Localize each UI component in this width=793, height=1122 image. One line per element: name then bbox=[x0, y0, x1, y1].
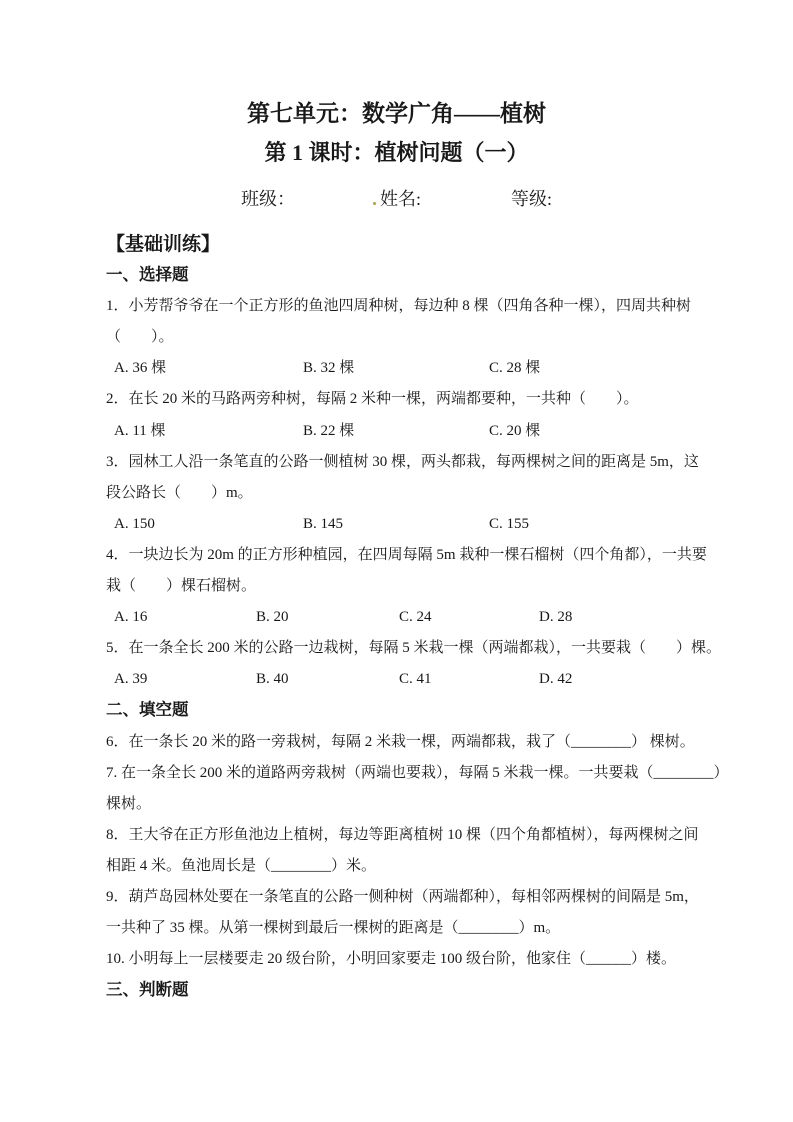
question-1-line-2: （ ）。 bbox=[106, 329, 174, 346]
question-7-line-1: 7. 在一条全长 200 米的道路两旁栽树（两端也要栽），每隔 5 米栽一棵。一共要栽（________） bbox=[106, 764, 729, 781]
question-10-line-1: 10. 小明每上一层楼要走 20 级台阶，小明回家要走 100 级台阶，他家住（______）楼。 bbox=[106, 951, 677, 968]
question-2-option-a: A. 11 棵 bbox=[114, 422, 166, 439]
question-2-option-c: C. 20 棵 bbox=[489, 422, 541, 439]
question-3-option-c: C. 155 bbox=[489, 515, 530, 532]
question-4-option-c: C. 24 bbox=[399, 609, 432, 626]
question-5-option-d: D. 42 bbox=[539, 671, 573, 688]
question-8-line-1: 8．王大爷在正方形鱼池边上植树，每边等距离植树 10 棵（四个角都植树），每两棵树之间 bbox=[106, 826, 699, 843]
question-7-line-2: 棵树。 bbox=[106, 795, 152, 812]
question-1-options bbox=[0, 353, 793, 384]
question-8-line-2: 相距 4 米。鱼池周长是（________）米。 bbox=[106, 857, 377, 874]
student-info-line bbox=[0, 186, 793, 212]
unit-title: 第七单元：数学广角——植树 bbox=[247, 101, 546, 126]
lesson-title: 第 1 课时：植树问题（一） bbox=[264, 140, 529, 165]
question-5-line-1: 5．在一条全长 200 米的公路一边栽树，每隔 5 米栽一棵（两端都栽），一共要栽（ ）棵。 bbox=[106, 640, 722, 657]
question-5-option-c: C. 41 bbox=[399, 671, 432, 688]
question-4-options bbox=[0, 602, 793, 633]
question-6-line-1: 6．在一条长 20 米的路一旁栽树，每隔 2 米栽一棵，两端都栽，栽了（________） 棵树。 bbox=[106, 733, 695, 750]
part1-heading: 一、选择题 bbox=[106, 266, 189, 285]
question-3-line-1: 3．园林工人沿一条笔直的公路一侧植树 30 棵，两头都栽，每两棵树之间的距离是 5m，这 bbox=[106, 453, 699, 470]
question-4-line-2: 栽（ ）棵石榴树。 bbox=[106, 578, 257, 595]
question-4-option-a: A. 16 bbox=[114, 609, 148, 626]
question-3-option-b: B. 145 bbox=[303, 515, 344, 532]
ink-dot-artifact bbox=[373, 202, 376, 205]
question-1-line-1: 1．小芳帮爷爷在一个正方形的鱼池四周种树，每边种 8 棵（四角各种一棵），四周共种树 bbox=[106, 298, 692, 315]
question-2-option-b: B. 22 棵 bbox=[303, 422, 355, 439]
name-label: 姓名: bbox=[379, 189, 421, 209]
question-9-line-1: 9．葫芦岛园林处要在一条笔直的公路一侧种树（两端都种），每相邻两棵树的间隔是 5m， bbox=[106, 888, 699, 905]
question-4-line-1: 4．一块边长为 20m 的正方形种植园，在四周每隔 5m 栽种一棵石榴树（四个角都），一共要 bbox=[106, 546, 707, 563]
question-5-option-a: A. 39 bbox=[114, 671, 148, 688]
question-9-line-2: 一共种了 35 棵。从第一棵树到最后一棵树的距离是（________）m。 bbox=[106, 920, 561, 937]
question-5-option-b: B. 40 bbox=[256, 671, 289, 688]
part3-heading: 三、判断题 bbox=[106, 981, 189, 1000]
worksheet-body bbox=[0, 229, 793, 1006]
question-1-option-a: A. 36 棵 bbox=[114, 360, 167, 377]
question-5-options bbox=[0, 664, 793, 695]
question-3-option-a: A. 150 bbox=[114, 515, 155, 532]
question-1-option-c: C. 28 棵 bbox=[489, 360, 541, 377]
question-2-line-1: 2．在长 20 米的马路两旁种树，每隔 2 米种一棵，两端都要种，一共种（ ）。 bbox=[106, 391, 639, 408]
part2-heading: 二、填空题 bbox=[106, 701, 189, 720]
question-3-line-2: 段公路长（ ）m。 bbox=[106, 484, 253, 501]
section-header-basic-training: 【基础训练】 bbox=[106, 234, 221, 255]
class-label: 班级： bbox=[240, 189, 295, 209]
question-4-option-b: B. 20 bbox=[256, 609, 289, 626]
grade-label: 等级: bbox=[511, 189, 553, 209]
question-4-option-d: D. 28 bbox=[539, 609, 573, 626]
question-2-options bbox=[0, 416, 793, 447]
question-1-option-b: B. 32 棵 bbox=[303, 360, 355, 377]
question-3-options bbox=[0, 509, 793, 540]
